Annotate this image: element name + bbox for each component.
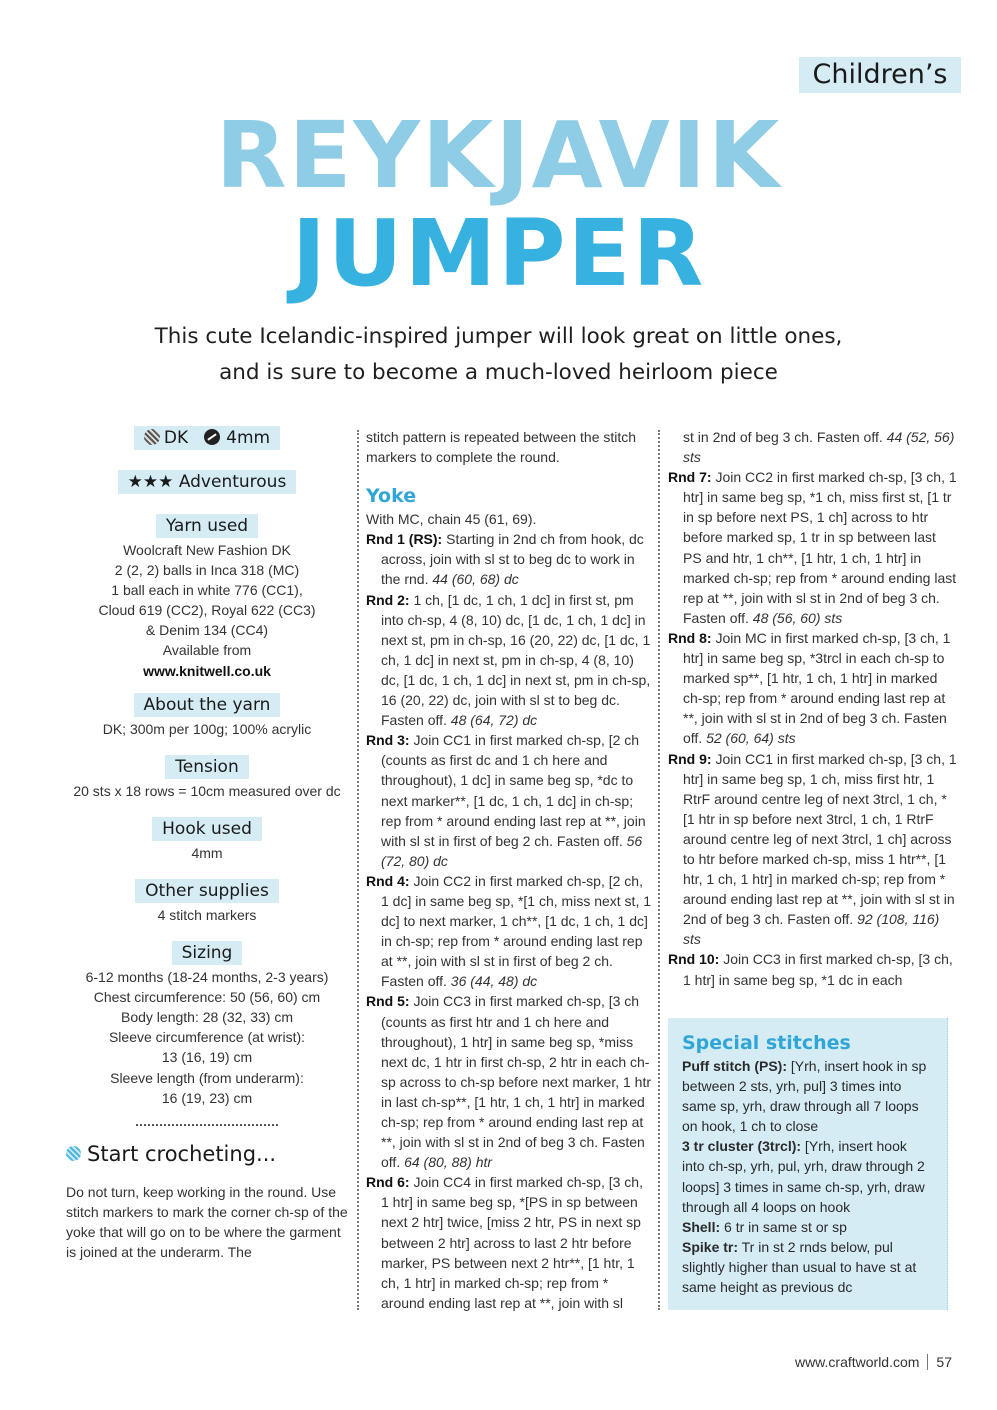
about-yarn-heading: About the yarn <box>134 693 281 717</box>
yarn-used-line: Available from <box>162 642 252 659</box>
round-5: Rnd 5: Join CC3 in first marked ch-sp, [3 ch (counts as first htr and 1 ch here and throughout), 1 htr] in same beg sp, *miss next dc, 1 htr in first ch-sp, 2 htr in each ch-sp across to ch-sp before next marker, 1 htr in last ch-sp**, [1 htr, 1 ch, 1 htr] in marked ch-sp; rep from * around ending last rep at **, join with sl st in 2nd of beg 3 ch. Fasten off. 64 (80, 88) htr <box>366 993 652 1171</box>
sizing-line: Sleeve length (from underarm): <box>110 1069 304 1086</box>
column-divider <box>658 430 660 1310</box>
start-crocheting-heading <box>66 1142 352 1166</box>
start-heading-text: Start crocheting... <box>87 1141 277 1166</box>
other-supplies-text: 4 stitch markers <box>157 906 257 923</box>
special-stitch-item: Shell: 6 tr in same st or sp <box>682 1218 847 1235</box>
hook-size: 4mm <box>226 428 271 448</box>
round-4: Rnd 4: Join CC2 in first marked ch-sp, [2 ch, 1 dc] in same beg sp, *[1 ch, miss next st, 1 dc] to next marker, 1 ch**, [1 dc, 1 ch, 1 dc] in ch-sp; rep from * around ending last rep at **, join with sl st in first of beg 2 ch. Fasten off. 36 (44, 48) dc <box>366 872 652 990</box>
round-2: Rnd 2: 1 ch, [1 dc, 1 ch, 1 dc] in first st, pm into ch-sp, 4 (8, 10) dc, [1 dc, 1 ch, 1 dc] in next st, pm in ch-sp, 16 (20, 22) dc, [1 dc, 1 ch, 1 dc] in next st, pm in ch-sp, 4 (8, 10) dc, [1 dc, 1 ch, 1 dc] in next st, pm in ch-sp, 16 (20, 22) dc, join with sl st to beg dc. Fasten off. 48 (64, 72) dc <box>366 591 651 729</box>
tension-text: 20 sts x 18 rows = 10cm measured over dc <box>73 782 341 799</box>
special-stitch-item: Puff stitch (PS): [Yrh, insert hook in sp between 2 sts, yrh, pul] 3 times into same sp, yrh, draw through all 7 loops on hook, 1 ch to close <box>682 1058 927 1135</box>
hook-used-text: 4mm <box>191 844 223 861</box>
sizing-line: 16 (19, 23) cm <box>161 1089 253 1106</box>
tension-heading: Tension <box>165 755 248 779</box>
footer-separator <box>927 1354 928 1370</box>
about-yarn-text: DK; 300m per 100g; 100% acrylic <box>102 720 312 737</box>
sizing-line: 13 (16, 19) cm <box>161 1049 253 1066</box>
special-stitches-box <box>668 1018 948 1310</box>
round-1: Rnd 1 (RS): Starting in 2nd ch from hook, dc across, join with sl st to beg dc to work in the rnd. 44 (60, 68) dc <box>366 531 644 588</box>
difficulty-badge <box>118 470 297 494</box>
column-divider <box>357 430 359 1310</box>
info-column <box>62 420 352 1262</box>
yarn-ball-icon <box>144 429 160 445</box>
round-9: Rnd 9: Join CC1 in first marked ch-sp, [3 ch, 1 htr] in same beg sp, 1 ch, miss first htr, 1 RtrF around centre leg of next 3trcl, 1 ch, *[1 htr in sp before next 3trcl, 1 ch, 1 RtrF around centre leg of next 3trcl, 1 ch] across to htr before marked ch-sp, miss 1 htr**, [1 htr, 1 ch, 1 htr] in marked ch-sp; rep from * around ending last rep at **, join with sl st in 2nd of beg 3 ch. Fasten off. 92 (108, 116) sts <box>668 750 957 948</box>
title-line-2: JUMPER <box>291 200 706 307</box>
title-line-1: REYKJAVIK <box>215 102 782 209</box>
standfirst-line-1: This cute Icelandic-inspired jumper will look great on little ones, <box>154 324 843 349</box>
yarn-used-line: Cloud 619 (CC2), Royal 622 (CC3) <box>98 602 316 619</box>
round-6-continuation: st in 2nd of beg 3 ch. Fasten off. 44 (52, 56) sts <box>683 429 955 466</box>
sizing-line: 6-12 months (18-24 months, 2-3 years) <box>85 969 329 986</box>
standfirst-line-2: and is sure to become a much-loved heirloom piece <box>219 360 778 385</box>
round-8: Rnd 8: Join MC in first marked ch-sp, [3 ch, 1 htr] in same beg sp, *3trcl in each ch-sp to marked sp**, [1 htr, 1 ch, 1 htr] in marked ch-sp; rep from * around ending last rep at **, join with sl st in 2nd of beg 3 ch. Fasten off. 52 (60, 64) sts <box>668 629 951 747</box>
sizing-line: Sleeve circumference (at wrist): <box>108 1029 306 1046</box>
yarn-used-line: 1 ball each in white 776 (CC1), <box>111 582 303 599</box>
yarn-weight: DK <box>163 428 189 448</box>
difficulty-stars: ★★★ <box>127 472 174 492</box>
yoke-heading: Yoke <box>366 485 417 508</box>
pattern-intro: stitch pattern is repeated between the stitch markers to complete the round. <box>366 429 637 466</box>
page-footer <box>700 1354 952 1370</box>
sizing-heading: Sizing <box>172 941 243 965</box>
other-supplies-heading: Other supplies <box>135 879 279 903</box>
category-tag: Children’s <box>799 57 961 93</box>
round-3: Rnd 3: Join CC1 in first marked ch-sp, [2 ch (counts as first dc and 1 ch here and throughout), 1 dc] in same beg sp, *dc to next marker**, [1 dc, 1 ch, 1 dc] in ch-sp; rep from * around ending last rep at **, join with sl st in first of beg 2 ch. Fasten off. 56 (72, 80) dc <box>366 732 646 869</box>
difficulty-label: Adventurous <box>178 472 287 492</box>
sizing-list <box>62 967 352 1108</box>
yarn-used-line: Woolcraft New Fashion DK <box>123 542 291 558</box>
yarn-hook-badge <box>134 426 280 450</box>
yarn-used-line: & Denim 134 (CC4) <box>145 622 269 639</box>
round-10: Rnd 10: Join CC3 in first marked ch-sp, [3 ch, 1 htr] in same beg sp, *1 dc in each <box>668 951 953 988</box>
sizing-line: Body length: 28 (32, 33) cm <box>121 1009 293 1026</box>
hook-used-heading: Hook used <box>152 817 262 841</box>
pattern-column-2 <box>366 427 651 1313</box>
round-7: Rnd 7: Join CC2 in first marked ch-sp, [3 ch, 1 htr] in same beg sp, *1 ch, miss first st, [1 tr in sp before next PS, 1 ch] across to htr before marked sp, 1 tr in sp between last PS and htr, 1 ch**, [1 htr, 1 ch, 1 htr] in marked ch-sp; rep from * around ending last rep at **, join with sl st in 2nd of beg 3 ch. Fasten off. 48 (56, 60) sts <box>668 469 957 626</box>
yarn-used-heading: Yarn used <box>156 514 258 538</box>
special-stitch-item: Spike tr: Tr in st 2 rnds below, pul slightly higher than usual to have st at same height as previous dc <box>682 1238 917 1296</box>
yarn-supplier-link[interactable]: www.knitwell.co.uk <box>143 662 271 679</box>
footer-website[interactable]: www.craftworld.com <box>794 1354 920 1370</box>
yarn-used-list <box>62 540 352 681</box>
pattern-column-3 <box>668 427 958 990</box>
page-number: 57 <box>936 1354 952 1370</box>
special-stitches-heading: Special stitches <box>682 1032 851 1054</box>
special-stitch-item: 3 tr cluster (3trcl): [Yrh, insert hook into ch-sp, yrh, pul, yrh, draw through 2 loops] 3 times in same ch-sp, yrh, draw through all 4 loops on hook <box>682 1138 925 1215</box>
sizing-line: Chest circumference: 50 (56, 60) cm <box>93 989 321 1006</box>
yarn-used-line: 2 (2, 2) balls in Inca 318 (MC) <box>114 562 300 579</box>
start-crocheting-text: Do not turn, keep working in the round. Use stitch markers to mark the corner ch-sp of the yoke that will go on to be where the garment is joined at the underarm. The <box>66 1183 348 1260</box>
divider <box>136 1124 278 1126</box>
yarn-ball-icon <box>66 1146 81 1161</box>
yoke-intro: With MC, chain 45 (61, 69). <box>366 511 537 528</box>
hook-icon <box>204 429 220 445</box>
round-6: Rnd 6: Join CC4 in first marked ch-sp, [3 ch, 1 htr] in same beg sp, *[PS in sp between next 2 htr] twice, [miss 2 htr, PS in next sp between 2 htr] across to last 2 htr before marker, PS between next 2 htr**, [1 htr, 1 ch, 1 htr] in marked ch-sp; rep from * around ending last rep at **, join with sl <box>366 1174 643 1311</box>
